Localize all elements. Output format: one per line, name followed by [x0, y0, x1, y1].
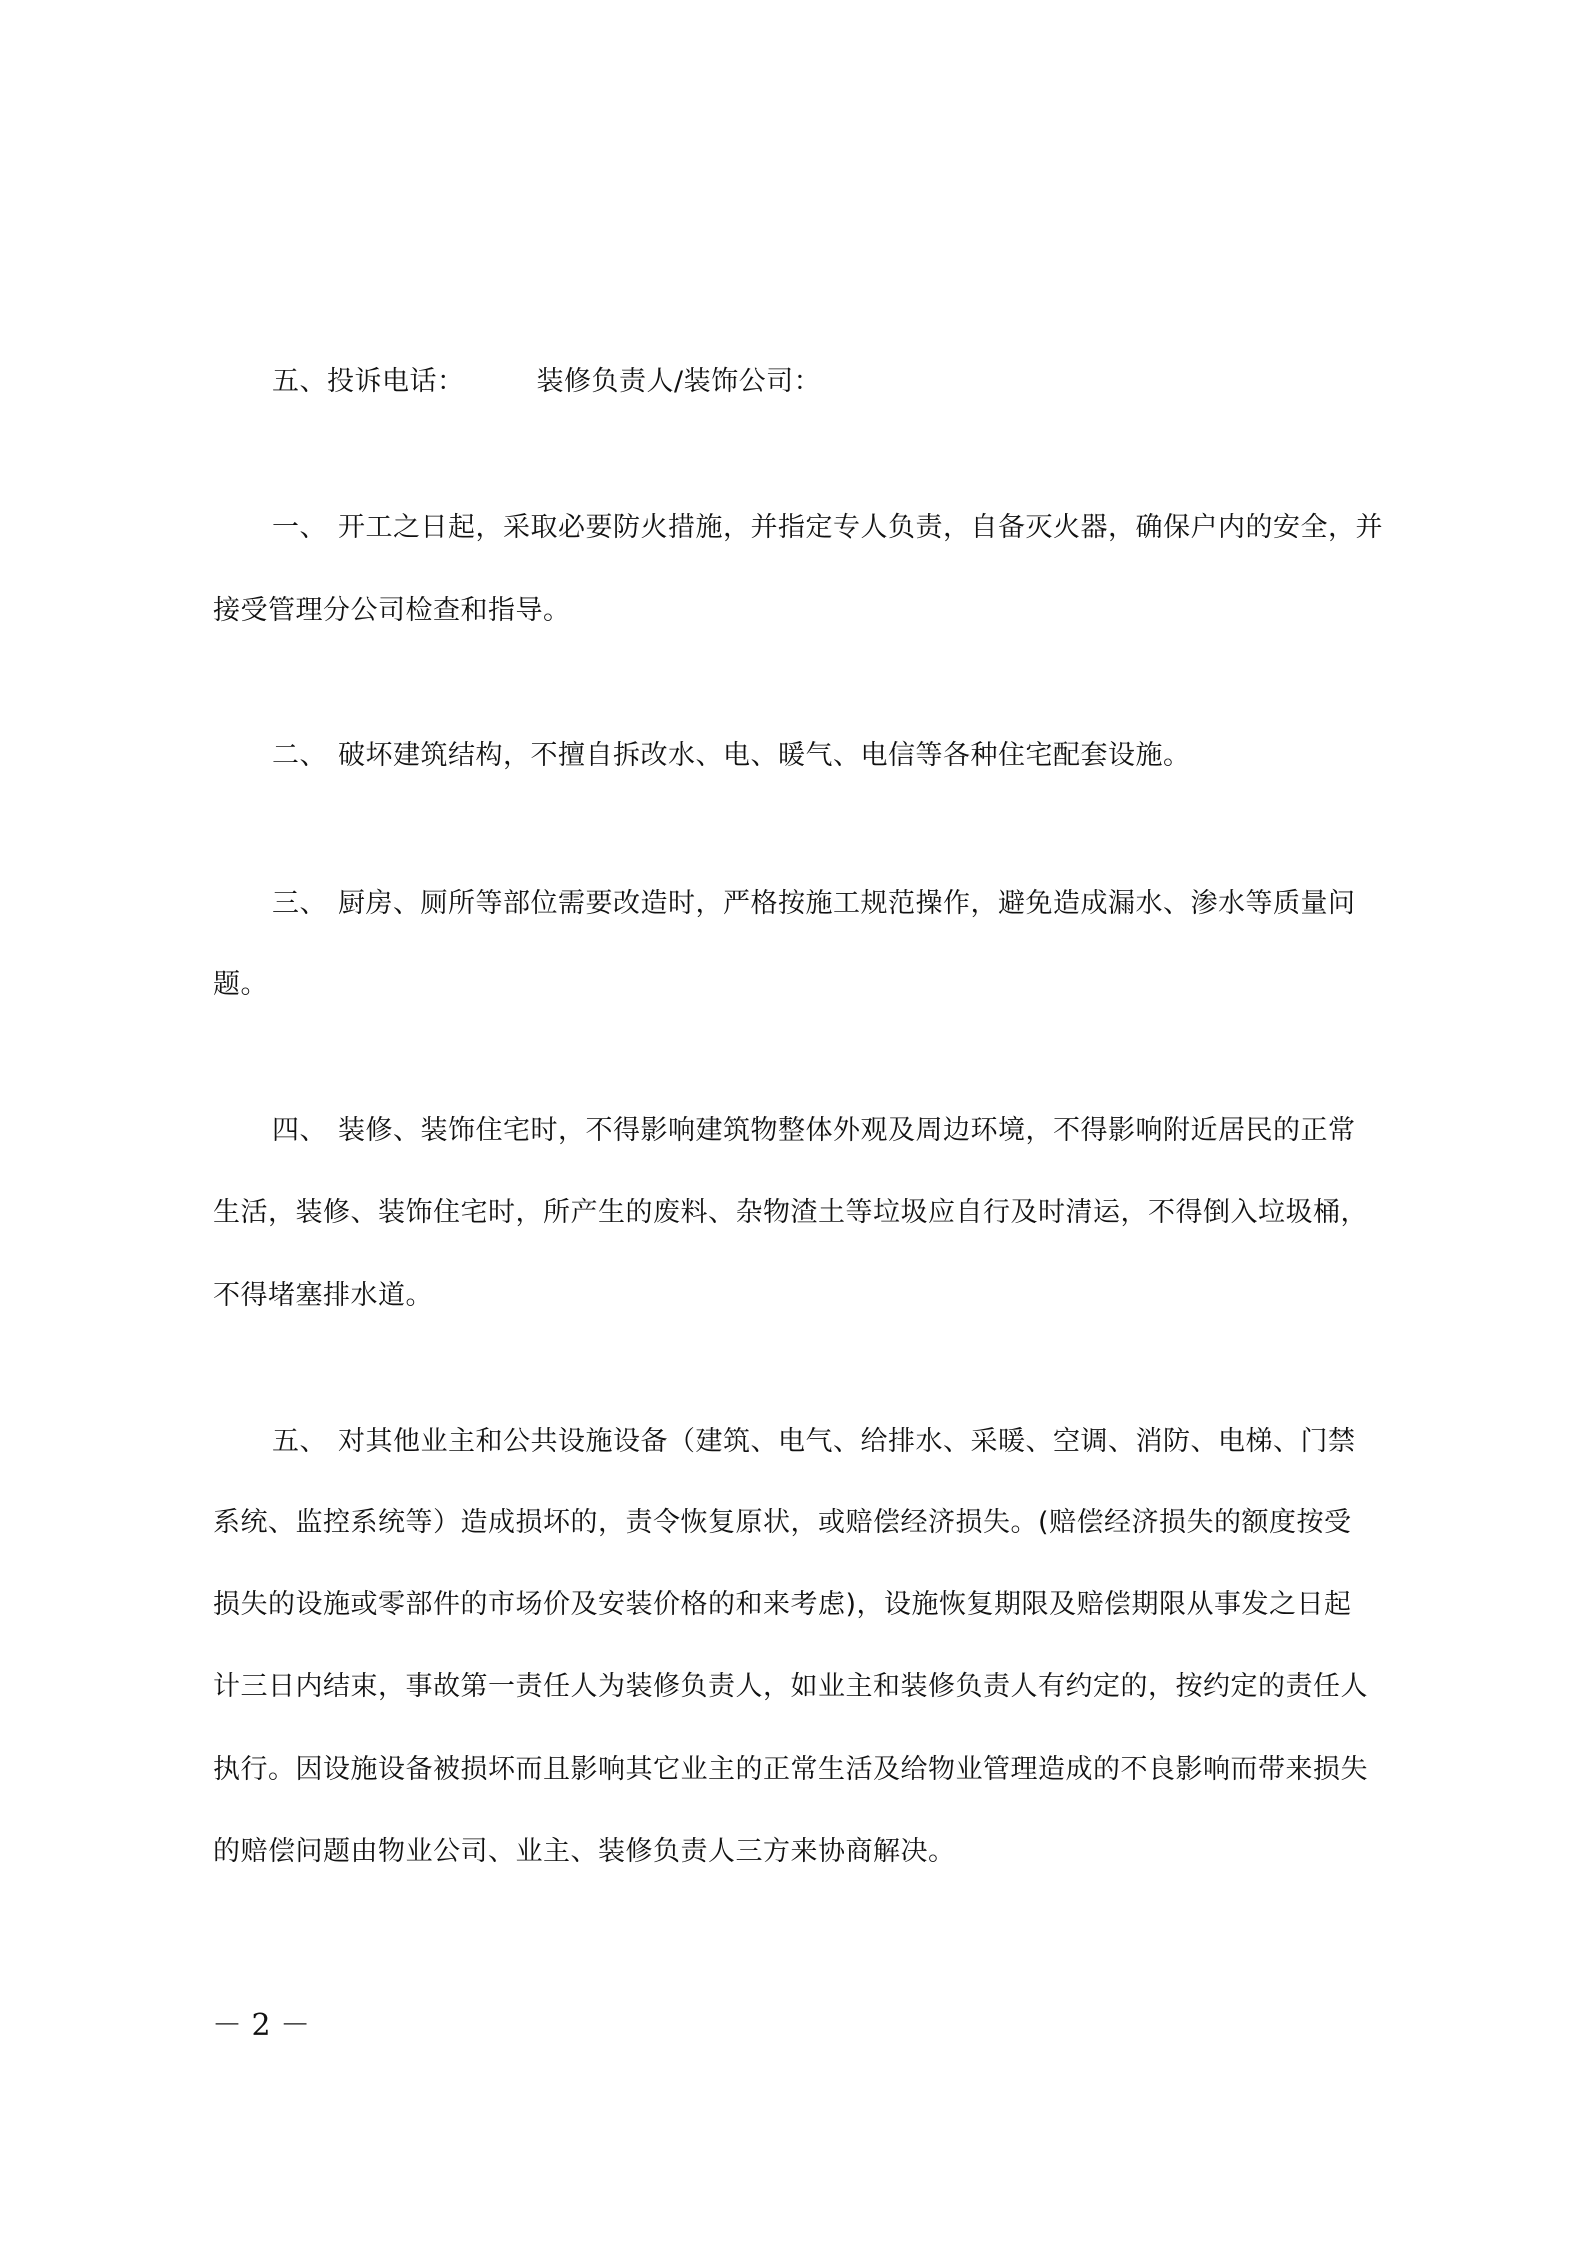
item-5-line-6: [213, 1832, 956, 1872]
item-5-line-1: [213, 1422, 1356, 1462]
complaint-phone-label: 五、投诉电话：: [272, 366, 465, 397]
item-number: 三、: [272, 888, 327, 919]
item-text: 对其他业主和公共设施设备（建筑、电气、给排水、采暖、空调、消防、电梯、门禁: [338, 1426, 1356, 1457]
item-5-line-5: [213, 1750, 1368, 1790]
item-text: 开工之日起，采取必要防火措施，并指定专人负责，自备灭火器，确保户内的安全，并: [338, 512, 1383, 543]
item-number: 五、: [272, 1426, 327, 1457]
item-number: 一、: [272, 512, 327, 543]
item-5-line-4: [213, 1667, 1368, 1707]
item-3-line-2: [213, 965, 268, 1005]
item-text: 计三日内结束，事故第一责任人为装修负责人，如业主和装修负责人有约定的，按约定的责任人: [213, 1671, 1368, 1702]
item-text: 题。: [213, 969, 268, 1000]
item-number: 二、: [272, 740, 327, 771]
item-text: 的赔偿问题由物业公司、业主、装修负责人三方来协商解决。: [213, 1836, 956, 1867]
item-text: 系统、监控系统等）造成损坏的，责令恢复原状，或赔偿经济损失。(赔偿经济损失的额度按受: [213, 1507, 1352, 1538]
item-text: 不得堵塞排水道。: [213, 1280, 433, 1311]
item-text: 损失的设施或零部件的市场价及安装价格的和来考虑)，设施恢复期限及赔偿期限从事发之日起: [213, 1589, 1352, 1620]
item-text: 装修、装饰住宅时，不得影响建筑物整体外观及周边环境，不得影响附近居民的正常: [338, 1115, 1356, 1146]
item-text: 接受管理分公司检查和指导。: [213, 595, 571, 626]
item-1-line-2: [213, 591, 571, 631]
item-text: 厨房、厕所等部位需要改造时，严格按施工规范操作，避免造成漏水、渗水等质量问: [338, 888, 1356, 919]
item-3-line-1: [213, 884, 1356, 924]
item-text: 生活，装修、装饰住宅时，所产生的废料、杂物渣土等垃圾应自行及时清运，不得倒入垃圾桶，: [213, 1197, 1368, 1228]
complaint-header: [272, 362, 821, 402]
item-2-line-1: [213, 736, 1191, 776]
item-4-line-1: [213, 1111, 1356, 1151]
item-5-line-2: [213, 1503, 1352, 1543]
item-text: 执行。因设施设备被损坏而且影响其它业主的正常生活及给物业管理造成的不良影响而带来损失: [213, 1754, 1368, 1785]
item-text: 破坏建筑结构，不擅自拆改水、电、暖气、电信等各种住宅配套设施。: [338, 740, 1191, 771]
item-5-line-3: [213, 1585, 1352, 1625]
item-4-line-2: [213, 1193, 1368, 1233]
item-4-line-3: [213, 1276, 433, 1316]
page-number: － 2 －: [212, 2008, 311, 2043]
item-1-line-1: [213, 508, 1383, 548]
contractor-label: 装修负责人/装饰公司：: [536, 366, 822, 397]
item-number: 四、: [272, 1115, 327, 1146]
